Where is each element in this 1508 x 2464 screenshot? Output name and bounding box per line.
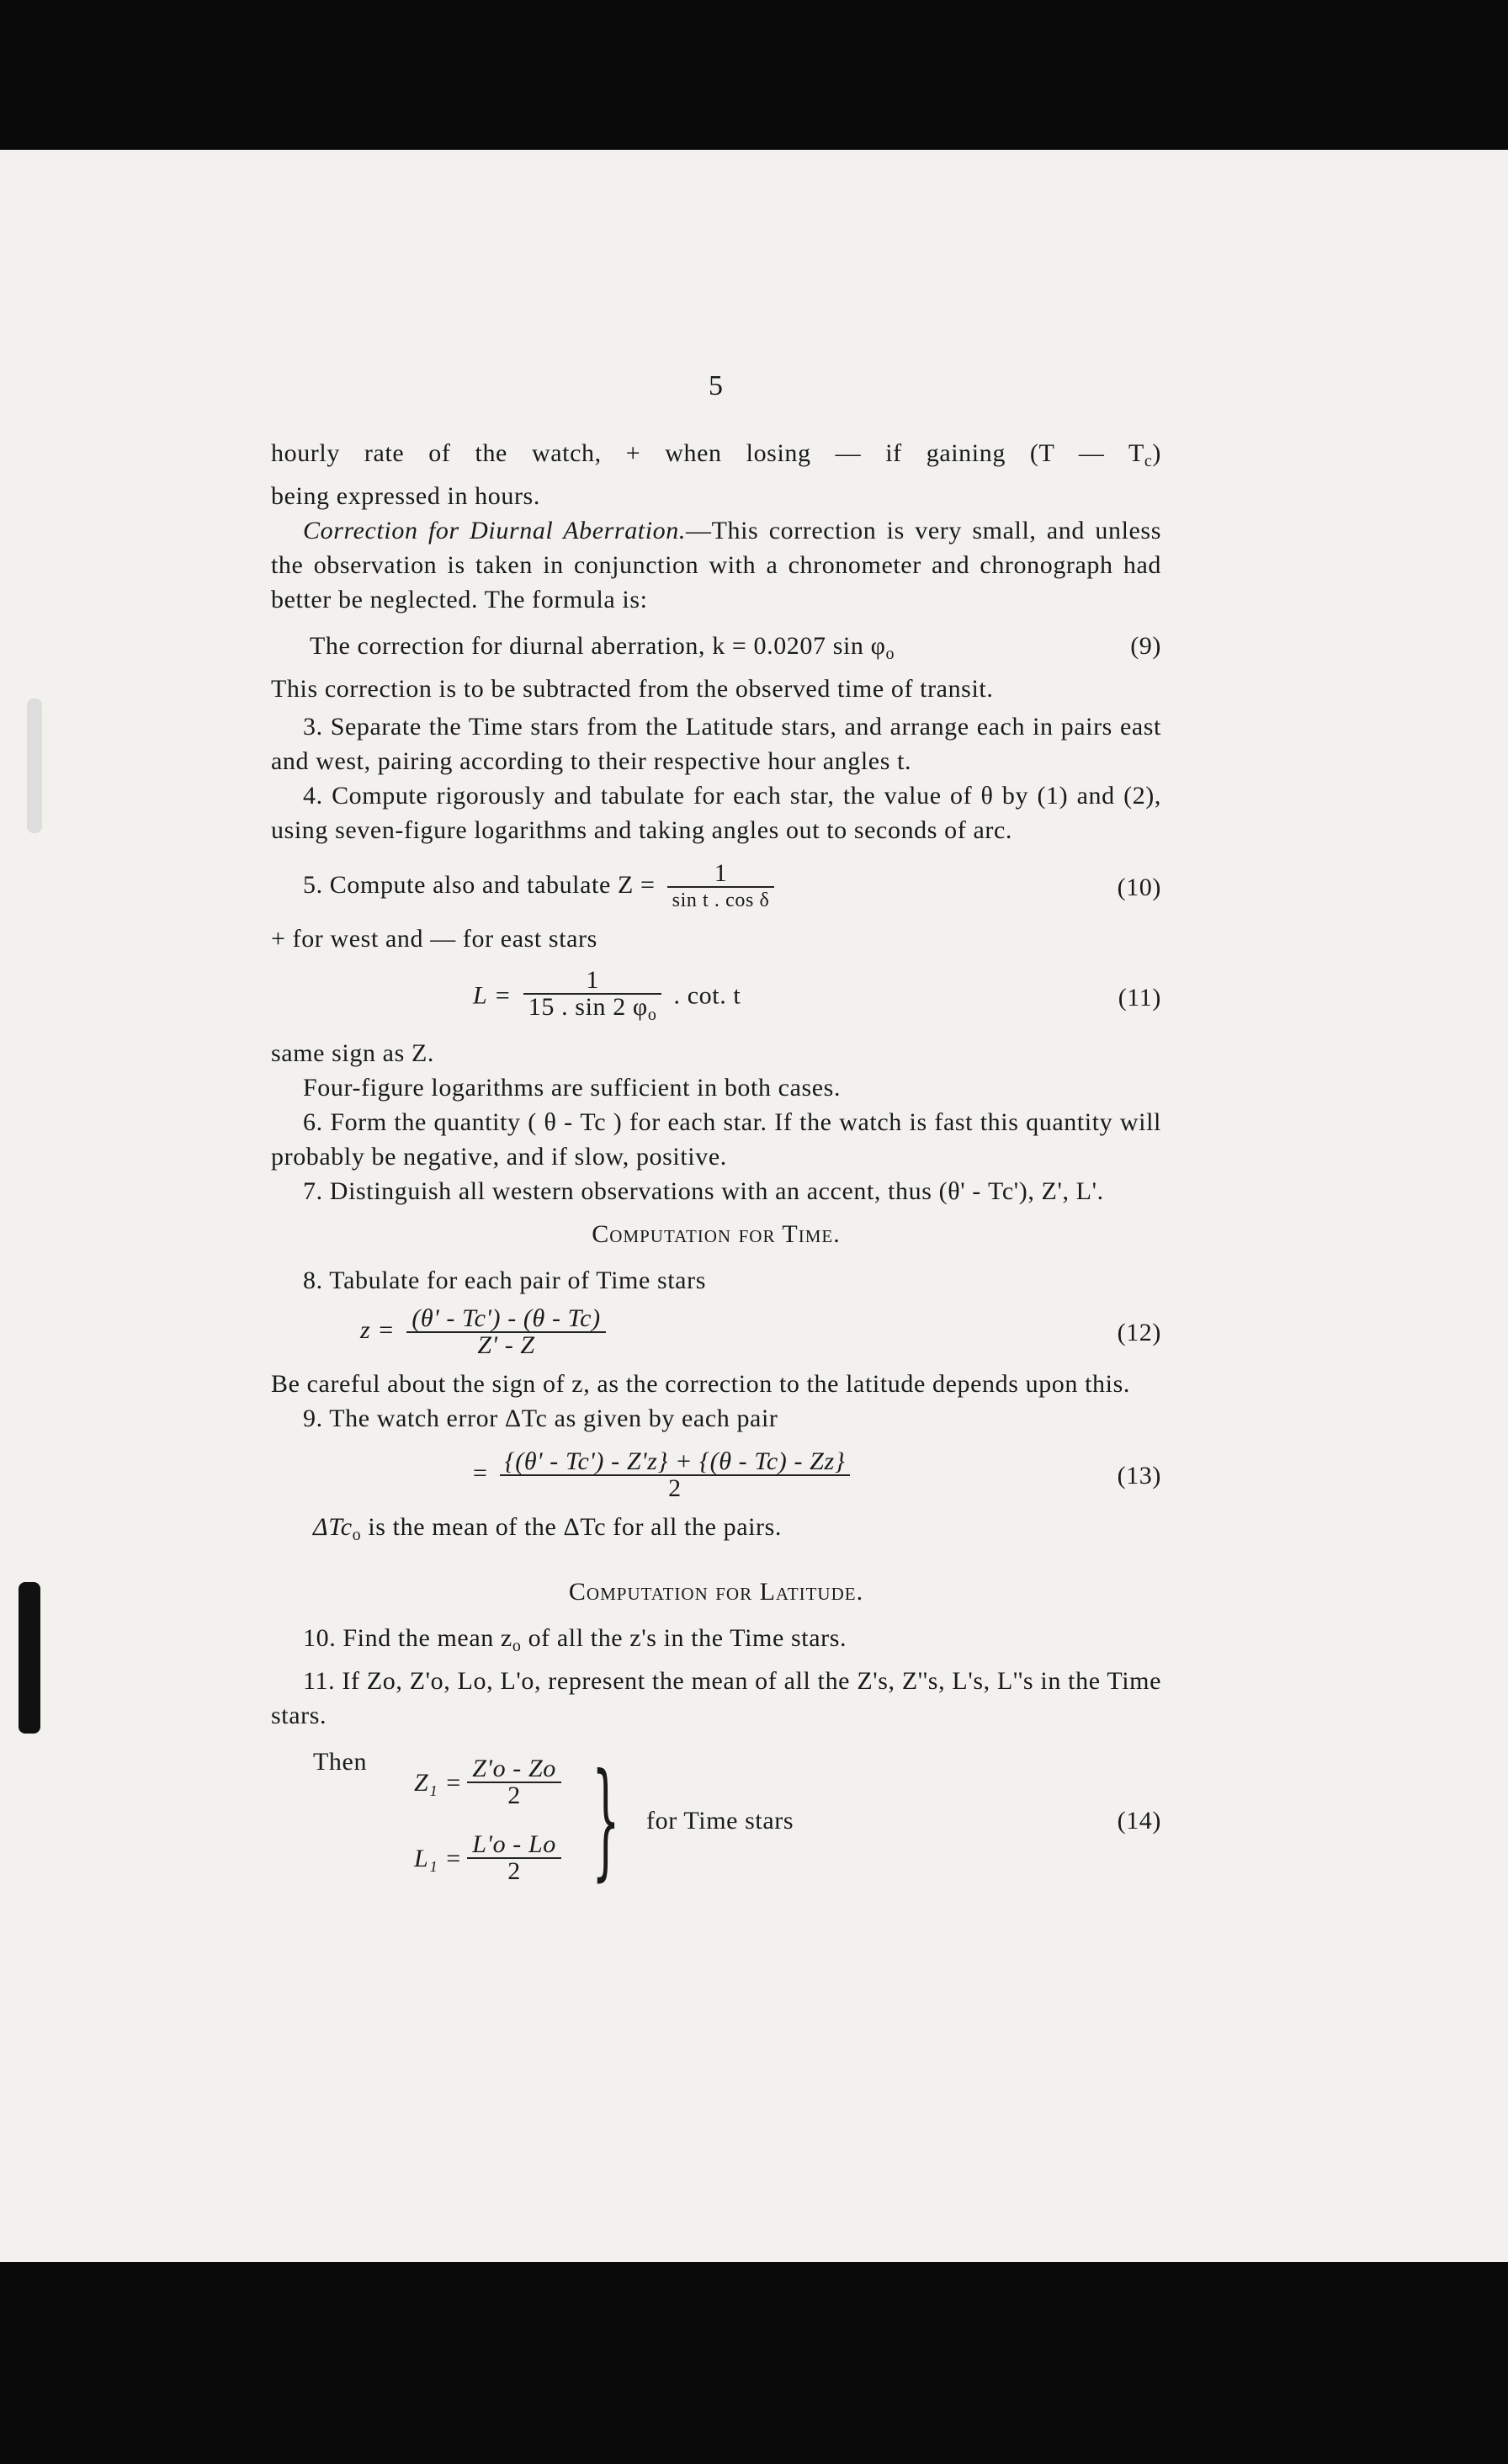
four-figure-note: Four-figure logarithms are sufficient in both cases. (303, 1074, 842, 1102)
equation-12-fraction: $\frac{(\theta' - Tc') - (\theta - Tc)}{Z' - Z}$ (406, 1306, 605, 1358)
equation-14 (271, 1744, 1161, 1896)
equation-10-fraction: $\frac{1}{\text{sin t . cos δ}}$ (667, 861, 775, 913)
binding-mark-lower (19, 1582, 40, 1734)
equation-9: The correction for diurnal aberration, k = 0.0207 $\sin \varphi_o$ (9) (271, 629, 1161, 672)
page-number: 5 (709, 370, 723, 401)
equation-11: L = $\frac{1}{15 . \sin 2 \varphi_o}$ . cot. t (11) (271, 968, 1161, 1028)
careful-note: Be careful about the sign of z, as the correction to the latitude depends upon this. (271, 1370, 1130, 1398)
paragraph-aberration: Correction for Diurnal Aberration.—This correction is very small, and unless the observation is taken in conjunction with a chronometer and chronograph had better be neglected. The formula is: (271, 517, 1161, 613)
same-sign-note: same sign as Z. (271, 1039, 434, 1067)
equation-13: = $\frac{\{(\theta' - Tc') - Z'z\} + \{(\theta - Tc) - Zz\}}{2}$ (13) (473, 1447, 1161, 1502)
paragraph-subtract: This correction is to be subtracted from the observed time of transit. (271, 675, 994, 703)
step-4: 4. Compute rigorously and tabulate for each star, the value of θ by (1) and (2), using seven-figure logarithms and taking angles out to seconds of arc. (271, 782, 1161, 844)
equation-10-number: (10) (1117, 873, 1161, 901)
paragraph-rate-line2: being expressed in hours. (271, 482, 540, 510)
step-8: 8. Tabulate for each pair of Time stars (303, 1267, 706, 1294)
step-7: 7. Distinguish all western observations with an accent, thus (θ' - Tc'), Z', L'. (303, 1177, 1104, 1205)
step-3: 3. Separate the Time stars from the Latitude stars, and arrange each in pairs east and west, pairing according to their respective hour angles t. (271, 713, 1161, 775)
equation-13-fraction: $\frac{\{(\theta' - Tc') - Z'z\} + \{(\theta - Tc) - Zz\}}{2}$ (500, 1449, 851, 1501)
paragraph-rate-line1: hourly rate of the watch, + when losing — if gaining (T — $T_c$) (271, 439, 1161, 470)
equation-11-number: (11) (1118, 984, 1161, 1012)
right-brace-glyph: } (592, 1747, 620, 1893)
equation-14-lines: Z₁ = $\frac{Z'o - Zo}{2}$ L₁ = $\frac{L'o - Lo}{2}$ (414, 1744, 574, 1896)
equation-14-label: for Time stars (646, 1806, 794, 1835)
equation-14-number: (14) (1117, 1806, 1161, 1835)
equation-12-number: (12) (1117, 1318, 1161, 1346)
then-label: Then (313, 1748, 368, 1776)
step-10: 10. Find the mean $z_o$ of all the z's in the Time stars. (303, 1624, 847, 1655)
equation-13-number: (13) (1117, 1461, 1161, 1490)
equation-12: z = $\frac{(\theta' - Tc') - (\theta - Tc)}{Z' - Z}$ (12) (360, 1304, 1161, 1359)
step-6: 6. Form the quantity ( θ - Tc ) for each star. If the watch is fast this quantity will probably be negative, and if slow, positive. (271, 1108, 1161, 1171)
mean-watch-error: ΔTc$_o$ is the mean of the ΔTc for all the pairs. (313, 1513, 783, 1544)
sign-rule: + for west and — for east stars (271, 925, 597, 953)
binding-mark-upper (27, 698, 42, 833)
step-11: 11. If Zo, Z'o, Lo, L'o, represent the mean of all the Z's, Z''s, L's, L''s in the Time stars. (271, 1667, 1161, 1729)
aberration-title: Correction for Diurnal Aberration. (303, 517, 686, 544)
page-body (271, 436, 1161, 1896)
heading-computation-latitude: Computation for Latitude. (568, 1578, 864, 1606)
equation-11-fraction: $\frac{1}{15 . \sin 2 \varphi_o}$ (523, 968, 662, 1028)
equation-9-number: (9) (1130, 632, 1161, 660)
heading-computation-time: Computation for Time. (592, 1220, 841, 1248)
equation-10: 5. Compute also and tabulate Z = $\frac{1}{\text{sin t . cos δ}}$ (10) (303, 859, 1161, 911)
step-9: 9. The watch error ΔTc as given by each pair (303, 1405, 778, 1432)
